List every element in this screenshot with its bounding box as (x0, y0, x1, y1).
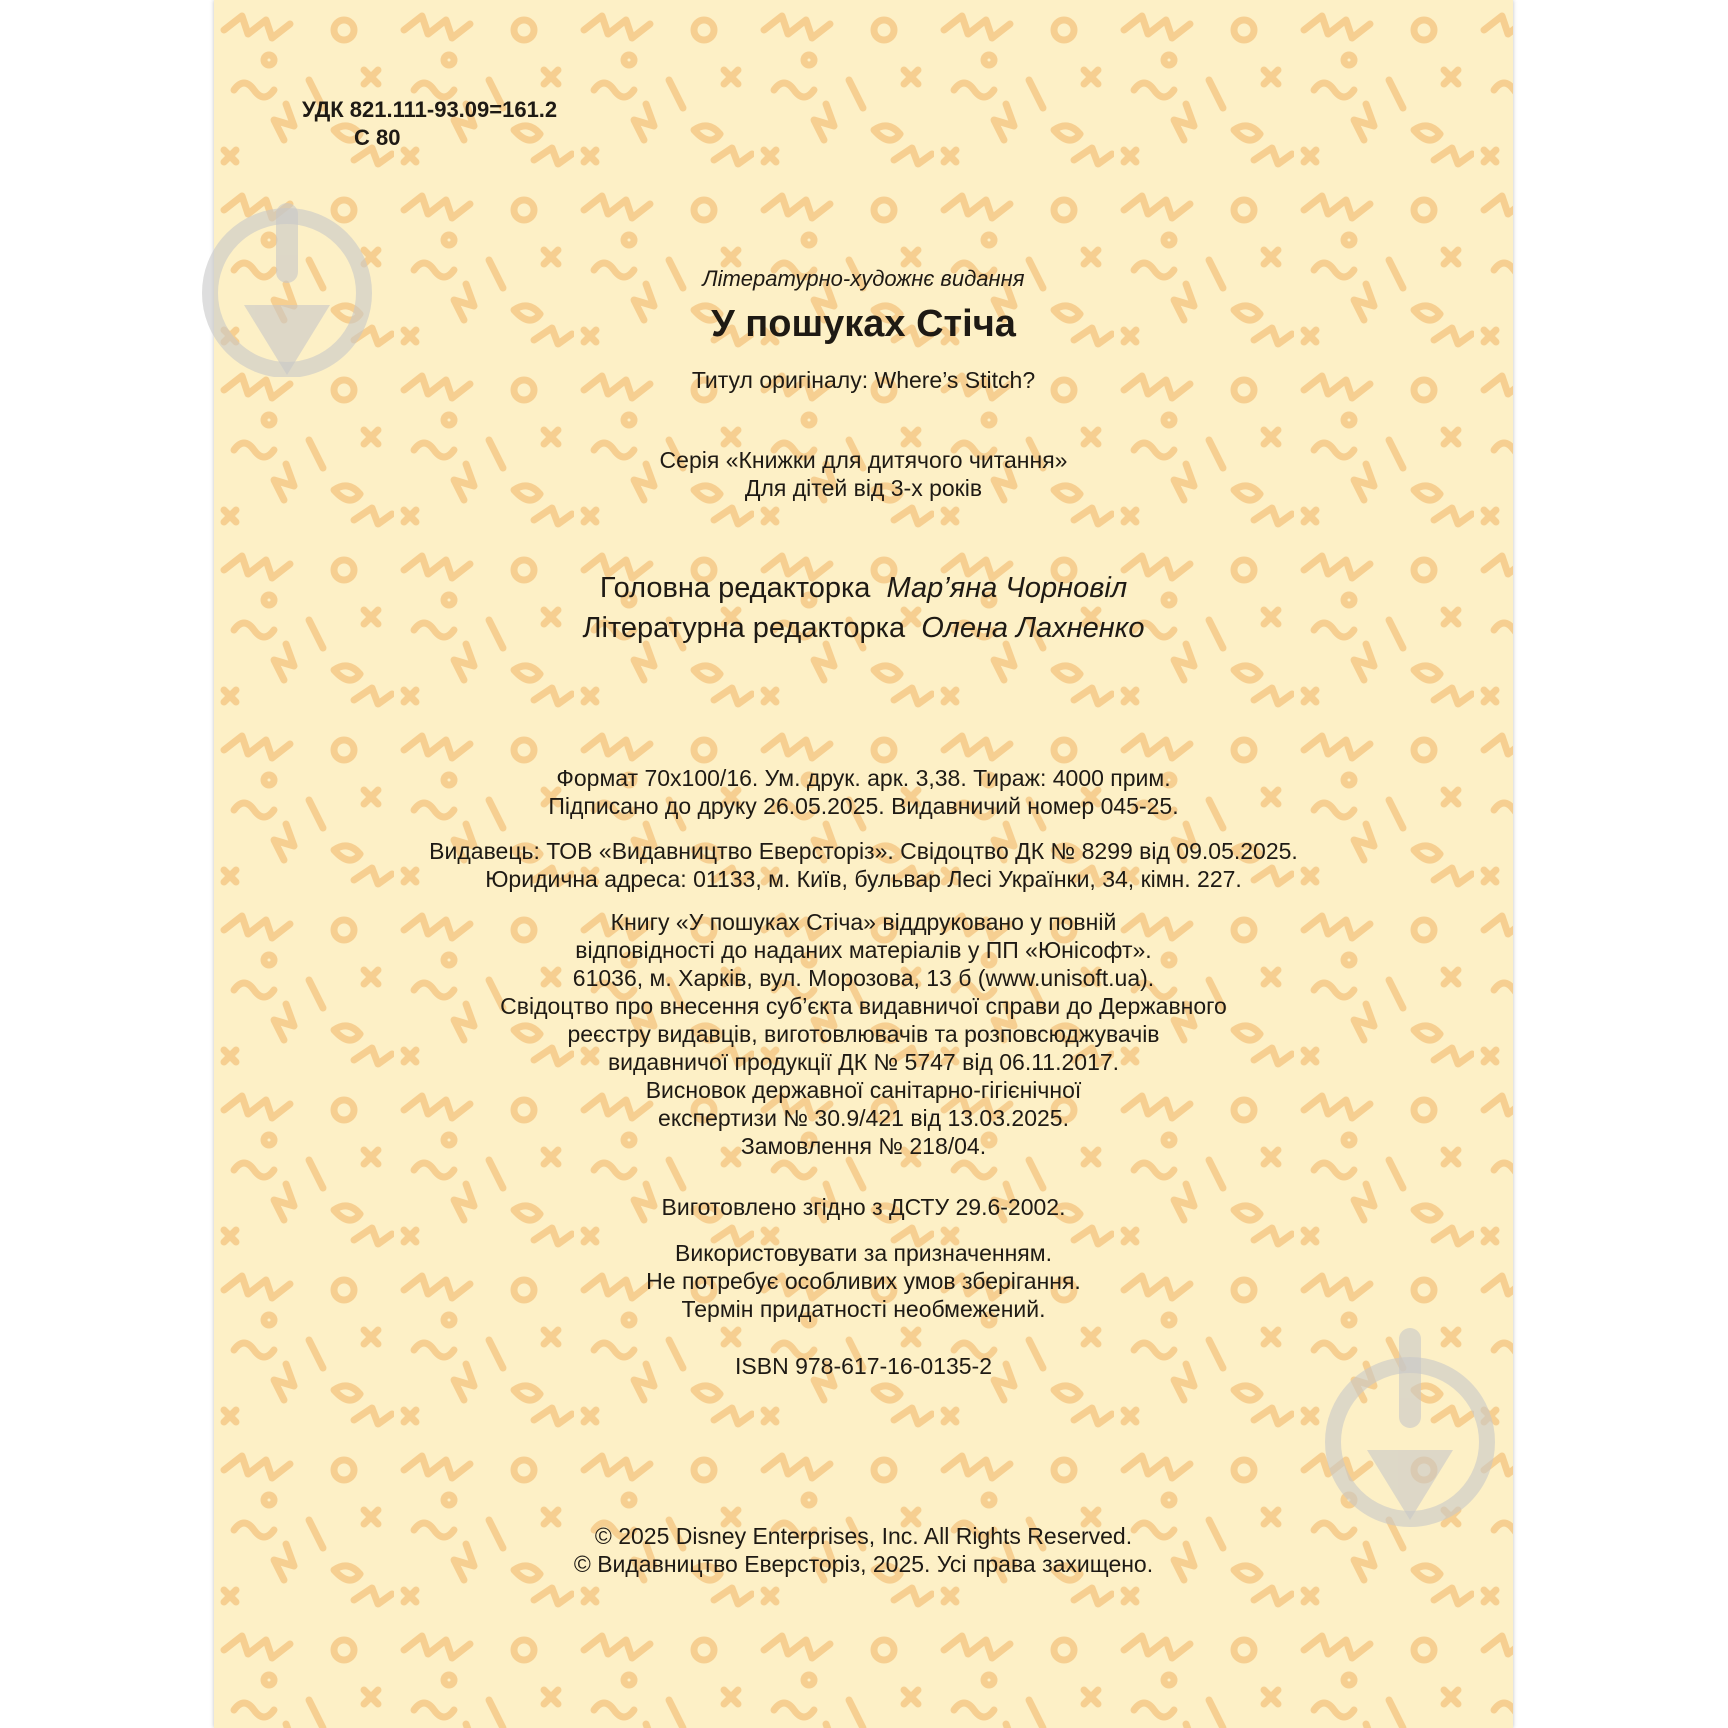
usage-line: Не потребує особливих умов зберігання. (646, 1268, 1081, 1294)
series-block (214, 446, 1513, 502)
udk-code (302, 96, 557, 152)
download-watermark-icon (1321, 1320, 1499, 1530)
download-watermark-icon (198, 195, 376, 377)
printing-line: Свідоцтво про внесення суб’єкта видавничої справи до Державного (500, 993, 1227, 1019)
udk-author-mark: С 80 (354, 125, 401, 150)
editor-row (214, 568, 1513, 608)
publisher-info (214, 837, 1513, 893)
format-line: Підписано до друку 26.05.2025. Видавничий номер 045-25. (548, 793, 1179, 819)
dstu-line: Виготовлено згідно з ДСТУ 29.6-2002. (661, 1194, 1066, 1220)
copyright-line: © 2025 Disney Enterprises, Inc. All Rights Reserved. (594, 1523, 1133, 1549)
editor-name: Олена Лахненко (921, 612, 1145, 644)
printing-line: Замовлення № 218/04. (740, 1133, 987, 1159)
printing-line: реєстру видавців, виготовлювачів та розповсюджувачів (567, 1021, 1160, 1047)
copyright-line: © Видавництво Еверсторіз, 2025. Усі права захищено. (573, 1551, 1154, 1577)
series-line: Серія «Книжки для дитячого читання» (659, 447, 1068, 473)
book-page (214, 0, 1513, 1728)
editors-block (214, 568, 1513, 648)
usage-info (214, 1239, 1513, 1323)
printing-line: експертизи № 30.9/421 від 13.03.2025. (658, 1105, 1069, 1131)
editor-role: Літературна редакторка (582, 612, 906, 644)
publisher-line: Видавець: ТОВ «Видавництво Еверсторіз». Свідоцтво ДК № 8299 від 09.05.2025. (429, 838, 1298, 864)
printing-line: видавничої продукції ДК № 5747 від 06.11.2017. (607, 1049, 1120, 1075)
format-info (214, 764, 1513, 820)
age-line: Для дітей від 3-х років (744, 475, 983, 501)
usage-line: Термін придатності необмежений. (681, 1296, 1046, 1322)
format-line: Формат 70x100/16. Ум. друк. арк. 3,38. Тираж: 4000 прим. (556, 765, 1171, 791)
publisher-line: Юридична адреса: 01133, м. Київ, бульвар Лесі Українки, 34, кімн. 227. (485, 866, 1242, 892)
printing-line: відповідності до наданих матеріалів у ПП «Юнісофт». (575, 937, 1152, 963)
usage-line: Використовувати за призначенням. (675, 1240, 1052, 1266)
udk-line: УДК 821.111-93.09=161.2 (302, 97, 558, 122)
edition-type: Літературно-художнє видання (702, 266, 1025, 291)
printing-info (214, 908, 1513, 1160)
editor-role: Головна редакторка (599, 572, 871, 604)
copyright-block (214, 1522, 1513, 1578)
printing-line: Висновок державної санітарно-гігієнічної (645, 1077, 1082, 1103)
printing-line: 61036, м. Харків, вул. Морозова, 13 б (www.unisoft.ua). (572, 965, 1155, 991)
isbn: ISBN 978-617-16-0135-2 (735, 1353, 992, 1379)
original-title: Титул оригіналу: Where’s Stitch? (691, 367, 1036, 393)
book-title: У пошуках Стіча (711, 303, 1016, 345)
editor-name: Мар’яна Чорновіл (886, 572, 1128, 604)
printing-line: Книгу «У пошуках Стіча» віддруковано у повній (610, 909, 1117, 935)
editor-row (214, 608, 1513, 648)
